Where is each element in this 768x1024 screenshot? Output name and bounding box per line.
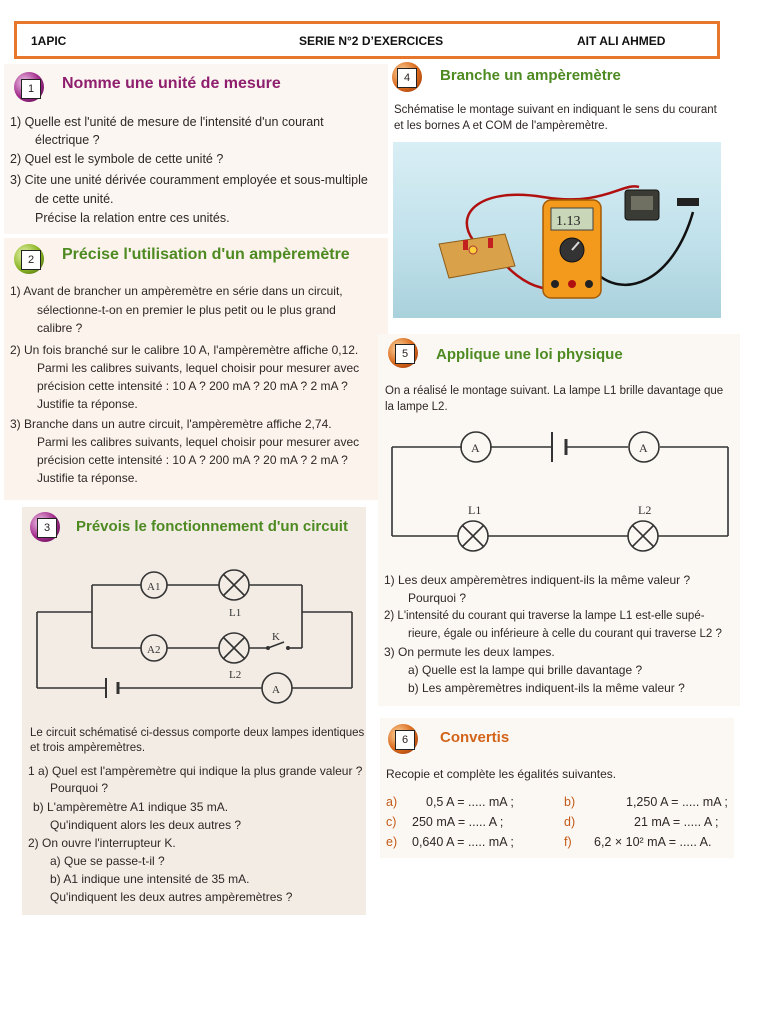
ex2-line-8: 3) Branche dans un autre circuit, l'ampèremètre affiche 2,74. [10,417,332,431]
exercise-3-circuit-diagram [22,560,366,710]
ex2-line-6: précision cette intensité : 10 A ? 200 mA ? 20 mA ? 2 mA ? [37,379,348,393]
ex2-line-7: Justifie ta réponse. [37,397,138,411]
ex1-question-1-cont: électrique ? [35,133,100,147]
ex3-label-a1: A1 [147,581,161,593]
ex5-lamp-2-label: L2 [638,503,652,517]
exercise-5-circuit-diagram [384,424,736,562]
ex4-instruction-1: Schématise le montage suivant en indiquant le sens du courant [394,104,717,116]
conversion-e-text: 0,640 A = ..... mA ; [412,835,514,849]
conversion-c [386,815,504,829]
ex3-label-k: K [272,631,280,643]
ex5-question-3: 3) On permute les deux lampes. [384,645,555,659]
ex5-intro-1: On a réalisé le montage suivant. La lampe L1 brille davantage que [385,385,724,397]
ex5-question-2-cont: rieure, égale ou inférieure à celle du courant qui traverse L2 ? [408,628,722,640]
ex3-label-a: A [272,684,280,696]
multimeter-display-value: 1.13 [556,214,581,229]
ex5-intro-2: la lampe L2. [385,401,448,413]
conversion-d [564,815,719,829]
ex1-question-2: 2) Quel est le symbole de cette unité ? [10,152,224,166]
exercise-6-number: 6 [395,730,415,750]
exercise-5-title: Applique une loi physique [436,346,623,363]
conversion-f-text: 6,2 × 10² mA = ..... A. [594,835,712,849]
author-name: AIT ALI AHMED [577,34,666,48]
ex2-line-4: 2) Un fois branché sur le calibre 10 A, l'ampèremètre affiche 0,12. [10,343,359,357]
ex1-question-3: 3) Cite une unité dérivée couramment employée et sous-multiple [10,173,368,187]
ex3-question-2a: a) Que se passe-t-il ? [50,854,165,868]
conversion-a-text: 0,5 A = ..... mA ; [426,795,514,809]
ex5-question-3b: b) Les ampèremètres indiquent-ils la même valeur ? [408,681,685,695]
level-label: 1APIC [31,34,67,48]
conversion-f-letter: f) [564,835,572,849]
exercise-2-title: Précise l'utilisation d'un ampèremètre [62,246,350,263]
exercise-5-number: 5 [395,344,415,364]
ex1-question-3-relation: Précise la relation entre ces unités. [35,211,230,225]
conversion-f [564,835,712,849]
ex3-intro-1: Le circuit schématisé ci-dessus comporte deux lampes identiques [30,727,365,739]
ex6-instruction: Recopie et complète les égalités suivantes. [386,767,617,781]
ex3-question-2b-cont: Qu'indiquent les deux autres ampèremètres ? [50,890,293,904]
ex3-question-1a: 1 a) Quel est l'ampèremètre qui indique la plus grande valeur ? [28,764,363,778]
ex3-label-l1: L1 [229,607,242,619]
conversion-d-letter: d) [564,815,576,829]
ex5-ammeter-1-label: A [471,441,480,455]
conversion-b-letter: b) [564,795,576,809]
ex2-line-10: précision cette intensité : 10 A ? 200 mA ? 20 mA ? 2 mA ? [37,453,348,467]
conversion-a-letter: a) [386,795,398,809]
ex3-intro-2: et trois ampèremètres. [30,742,146,754]
exercise-6-title: Convertis [440,729,510,746]
conversion-c-letter: c) [386,815,397,829]
ex5-lamp-1-label: L1 [468,503,482,517]
ex1-question-1: 1) Quelle est l'unité de mesure de l'intensité d'un courant [10,115,324,129]
ex2-line-2: sélectionne-t-on en premier le plus petit ou le plus grand [37,303,336,317]
ex5-question-1: 1) Les deux ampèremètres indiquent-ils la même valeur ? [384,573,691,587]
exercise-4-number: 4 [397,68,417,88]
conversion-e-letter: e) [386,835,398,849]
ex3-question-2: 2) On ouvre l'interrupteur K. [28,836,176,850]
exercise-1-number: 1 [21,79,41,99]
ex2-line-1: 1) Avant de brancher un ampèremètre en série dans un circuit, [10,284,343,298]
series-title: SERIE N°2 D’EXERCICES [299,34,444,48]
exercise-2-number: 2 [21,250,41,270]
exercise-1-title: Nomme une unité de mesure [62,75,281,92]
ex2-line-9: Parmi les calibres suivants, lequel choisir pour mesurer avec [37,435,360,449]
ex2-line-3: calibre ? [37,321,83,335]
ex3-question-2b: b) A1 indique une intensité de 35 mA. [50,872,250,886]
ex5-question-3a: a) Quelle est la lampe qui brille davantage ? [408,663,643,677]
header-box [14,21,720,59]
conversion-a [386,795,514,809]
ex2-line-11: Justifie ta réponse. [37,471,138,485]
conversion-b-text: 1,250 A = ..... mA ; [626,795,728,809]
ex4-circuit-photo [393,142,721,318]
multimeter-circuit-illustration [393,142,721,318]
conversion-d-text: 21 mA = ..... A ; [634,815,719,829]
ex3-question-1b: b) L'ampèremètre A1 indique 35 mA. [33,800,229,814]
exercise-3-title: Prévois le fonctionnement d'un circuit [76,518,348,535]
ex3-question-1b-cont: Qu'indiquent alors les deux autres ? [50,818,242,832]
conversion-b [564,795,728,809]
ex1-question-3-cont: de cette unité. [35,192,114,206]
ex5-question-1-cont: Pourquoi ? [408,591,467,605]
ex3-label-l2: L2 [229,669,242,681]
exercise-4-title: Branche un ampèremètre [440,67,621,84]
conversion-e [386,835,514,849]
ex2-line-5: Parmi les calibres suivants, lequel choisir pour mesurer avec [37,361,360,375]
ex5-question-2: 2) L'intensité du courant qui traverse la lampe L1 est-elle supé- [384,610,705,622]
exercise-3-number: 3 [37,518,57,538]
conversion-c-text: 250 mA = ..... A ; [412,815,504,829]
ex3-label-a2: A2 [147,644,161,656]
ex4-instruction-2: et les bornes A et COM de l'ampèremètre. [394,120,608,132]
ex5-ammeter-2-label: A [639,441,648,455]
ex3-question-1a-cont: Pourquoi ? [50,781,109,795]
